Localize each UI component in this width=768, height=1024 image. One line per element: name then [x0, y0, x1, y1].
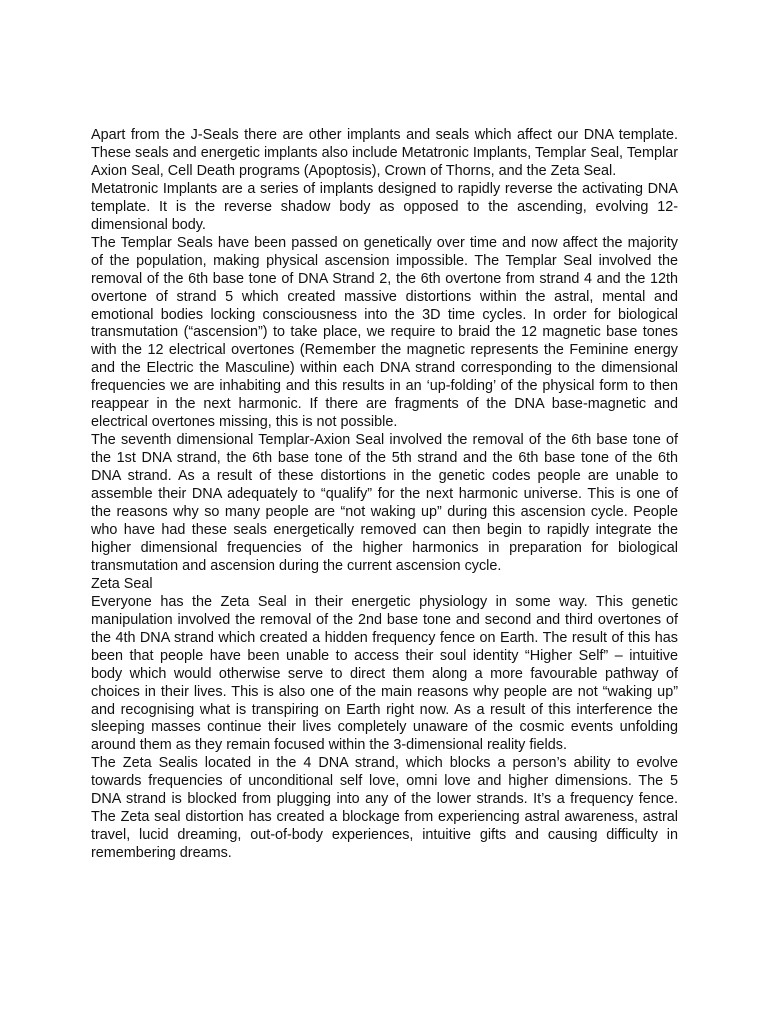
paragraph-zeta-seal-overview: Everyone has the Zeta Seal in their energetic physiology in some way. This genetic manipulation involved the removal of the 2nd base tone and second and third overtones of the 4th DNA strand which created a hidden frequency fence on Earth. The result of this has been that people have been unable to access their soul identity “Higher Self” – intuitive body which would otherwise serve to direct them along a more favourable pathway of choices in their lives. This is also one of the main reasons why people are not “waking up” and recognising what is transpiring on Earth right now. As a result of this interference the sleeping masses continue their lives completely unaware of the cosmic events unfolding around them as they remain focused within the 3-dimensional reality fields.: [91, 593, 678, 754]
paragraph-templar-seals: The Templar Seals have been passed on genetically over time and now affect the majority of the population, making physical ascension impossible. The Templar Seal involved the removal of the 6th base tone of DNA Strand 2, the 6th overtone from strand 4 and the 12th overtone of strand 5 which created massive distortions within the astral, mental and emotional bodies locking consciousness into the 3D time cycles. In order for biological transmutation (“ascension”) to take place, we require to braid the 12 magnetic base tones with the 12 electrical overtones (Remember the magnetic represents the Feminine energy and the Electric the Masculine) within each DNA strand corresponding to the dimensional frequencies we are inhabiting and this results in an ‘up-folding’ of the physical form to then reappear in the next harmonic. If there are fragments of the DNA base-magnetic and electrical overtones missing, this is not possible.: [91, 234, 678, 431]
paragraph-zeta-seal-location: The Zeta Sealis located in the 4 DNA strand, which blocks a person’s ability to evolve towards frequencies of unconditional self love, omni love and higher dimensions. The 5 DNA strand is blocked from plugging into any of the lower strands. It’s a frequency fence. The Zeta seal distortion has created a blockage from experiencing astral awareness, astral travel, lucid dreaming, out-of-body experiences, intuitive gifts and causing difficulty in remembering dreams.: [91, 755, 678, 862]
zeta-seal-heading: Zeta Seal: [91, 575, 153, 592]
paragraph-metatronic-implants: Metatronic Implants are a series of implants designed to rapidly reverse the activating DNA template. It is the reverse shadow body as opposed to the ascending, evolving 12-dimensional body.: [91, 180, 678, 233]
paragraph-seals-intro: Apart from the J-Seals there are other implants and seals which affect our DNA template. These seals and energetic implants also include Metatronic Implants, Templar Seal, Templar Axion Seal, Cell Death programs (Apoptosis), Crown of Thorns, and the Zeta Seal.: [91, 127, 678, 179]
paragraph-templar-axion-seal: The seventh dimensional Templar-Axion Seal involved the removal of the 6th base tone of the 1st DNA strand, the 6th base tone of the 5th strand and the 6th base tone of the 6th DNA strand. As a result of these distortions in the genetic codes people are unable to assemble their DNA adequately to “qualify” for the next harmonic universe. This is one of the reasons why so many people are “not waking up” during this ascension cycle. People who have had these seals energetically removed can then begin to rapidly integrate the higher dimensional frequencies of the higher harmonics in preparation for biological transmutation and ascension during the current ascension cycle.: [91, 432, 678, 574]
document-page: [91, 127, 678, 863]
